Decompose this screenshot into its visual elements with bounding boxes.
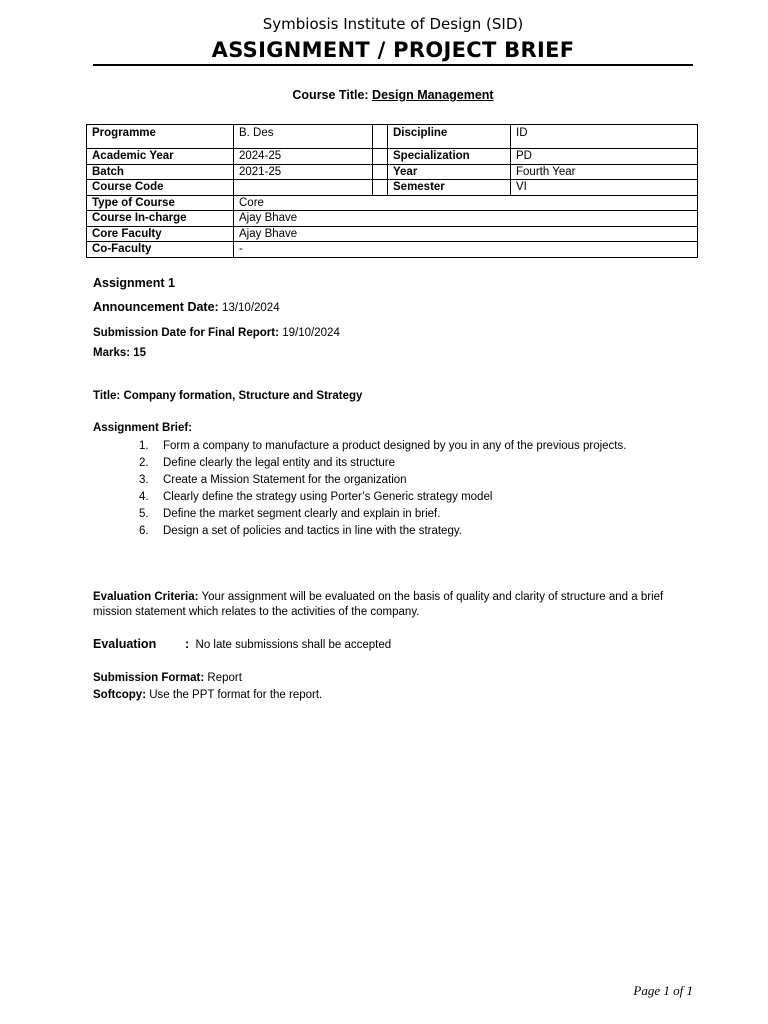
marks-text: Marks: 15 bbox=[93, 347, 147, 359]
list-text: Form a company to manufacture a product designed by you in any of the previous projects. bbox=[163, 440, 627, 452]
list-number: 1. bbox=[139, 440, 149, 452]
announcement-date: 13/10/2024 bbox=[222, 302, 280, 314]
list-item bbox=[93, 506, 626, 523]
list-number: 5. bbox=[139, 508, 149, 520]
discipline-label: Discipline bbox=[388, 125, 511, 149]
evaluation-line bbox=[93, 637, 693, 651]
table-row bbox=[87, 242, 698, 258]
page-number: Page 1 of 1 bbox=[633, 983, 693, 998]
programme-label: Programme bbox=[87, 125, 234, 149]
semester-label: Semester bbox=[388, 180, 511, 196]
table-row bbox=[87, 164, 698, 180]
assignment-heading-text: Assignment 1 bbox=[93, 276, 175, 290]
course-code-value bbox=[234, 180, 373, 196]
submission-format-value: Report bbox=[207, 672, 242, 684]
brief-list bbox=[93, 438, 626, 540]
institute-name: Symbiosis Institute of Design (SID) bbox=[262, 15, 524, 33]
evaluation-criteria-text: Your assignment will be evaluated on the basis of quality and clarity of structure and a brief mission statement which relates to the activities of the company. bbox=[93, 591, 664, 618]
list-item bbox=[93, 472, 626, 489]
programme-value: B. Des bbox=[234, 125, 373, 149]
course-title-line bbox=[0, 88, 768, 102]
course-incharge-label: Course In-charge bbox=[87, 211, 234, 227]
softcopy-line bbox=[93, 689, 322, 701]
brief-heading bbox=[93, 422, 192, 434]
title-divider bbox=[93, 64, 693, 66]
list-item bbox=[93, 523, 626, 540]
list-number: 3. bbox=[139, 474, 149, 486]
evaluation-criteria bbox=[93, 590, 698, 620]
brief-heading-text: Assignment Brief: bbox=[93, 422, 193, 434]
table-row bbox=[87, 195, 698, 211]
list-item bbox=[93, 455, 626, 472]
course-title-label: Course Title: bbox=[292, 88, 369, 102]
specialization-label: Specialization bbox=[388, 149, 511, 165]
submission-date-value: 19/10/2024 bbox=[282, 327, 340, 339]
co-faculty-label: Co-Faculty bbox=[87, 242, 234, 258]
academic-year-label: Academic Year bbox=[87, 149, 234, 165]
announcement-label: Announcement Date: bbox=[93, 300, 219, 314]
course-title-value: Design Management bbox=[372, 88, 494, 102]
year-value: Fourth Year bbox=[511, 164, 698, 180]
course-type-label: Type of Course bbox=[87, 195, 234, 211]
course-type-value: Core bbox=[234, 195, 698, 211]
semester-value: VI bbox=[511, 180, 698, 196]
list-item bbox=[93, 489, 626, 506]
year-label: Year bbox=[388, 164, 511, 180]
assignment-title-line bbox=[93, 390, 362, 402]
specialization-value: PD bbox=[511, 149, 698, 165]
co-faculty-value: - bbox=[234, 242, 698, 258]
list-text: Create a Mission Statement for the organization bbox=[163, 474, 407, 486]
list-number: 4. bbox=[139, 491, 149, 503]
submission-date-label: Submission Date for Final Report: bbox=[93, 327, 279, 339]
list-text: Design a set of policies and tactics in line with the strategy. bbox=[163, 525, 462, 537]
batch-label: Batch bbox=[87, 164, 234, 180]
batch-value: 2021-25 bbox=[234, 164, 373, 180]
table-row bbox=[87, 226, 698, 242]
evaluation-text: No late submissions shall be accepted bbox=[195, 639, 392, 651]
document-title: ASSIGNMENT / PROJECT BRIEF bbox=[211, 38, 575, 62]
evaluation-label: Evaluation bbox=[93, 637, 157, 651]
softcopy-label: Softcopy: bbox=[93, 689, 147, 701]
table-row bbox=[87, 125, 698, 149]
table-row bbox=[87, 211, 698, 227]
submission-format-line bbox=[93, 672, 242, 684]
announcement-line bbox=[93, 300, 280, 314]
spacer-cell bbox=[373, 164, 388, 180]
list-number: 6. bbox=[139, 525, 149, 537]
spacer-cell bbox=[373, 180, 388, 196]
table-row bbox=[87, 180, 698, 196]
evaluation-colon: : bbox=[185, 637, 190, 651]
submission-format-label: Submission Format: bbox=[93, 672, 205, 684]
list-text: Define the market segment clearly and explain in brief. bbox=[163, 508, 441, 520]
core-faculty-label: Core Faculty bbox=[87, 226, 234, 242]
submission-date-line bbox=[93, 325, 340, 339]
list-item bbox=[93, 438, 626, 455]
softcopy-value: Use the PPT format for the report. bbox=[149, 689, 323, 701]
table-row bbox=[87, 149, 698, 165]
discipline-value: ID bbox=[511, 125, 698, 149]
course-incharge-value: Ajay Bhave bbox=[234, 211, 698, 227]
list-text: Clearly define the strategy using Porter’s Generic strategy model bbox=[163, 491, 493, 503]
core-faculty-value: Ajay Bhave bbox=[234, 226, 698, 242]
assignment-heading bbox=[93, 276, 175, 290]
academic-year-value: 2024-25 bbox=[234, 149, 373, 165]
list-number: 2. bbox=[139, 457, 149, 469]
spacer-cell bbox=[373, 125, 388, 149]
assignment-title: Title: Company formation, Structure and Strategy bbox=[93, 390, 363, 402]
marks-line bbox=[93, 347, 146, 359]
spacer-cell bbox=[373, 149, 388, 165]
course-code-label: Course Code bbox=[87, 180, 234, 196]
list-text: Define clearly the legal entity and its structure bbox=[163, 457, 396, 469]
course-info-table bbox=[86, 124, 698, 258]
evaluation-criteria-label: Evaluation Criteria: bbox=[93, 591, 199, 603]
